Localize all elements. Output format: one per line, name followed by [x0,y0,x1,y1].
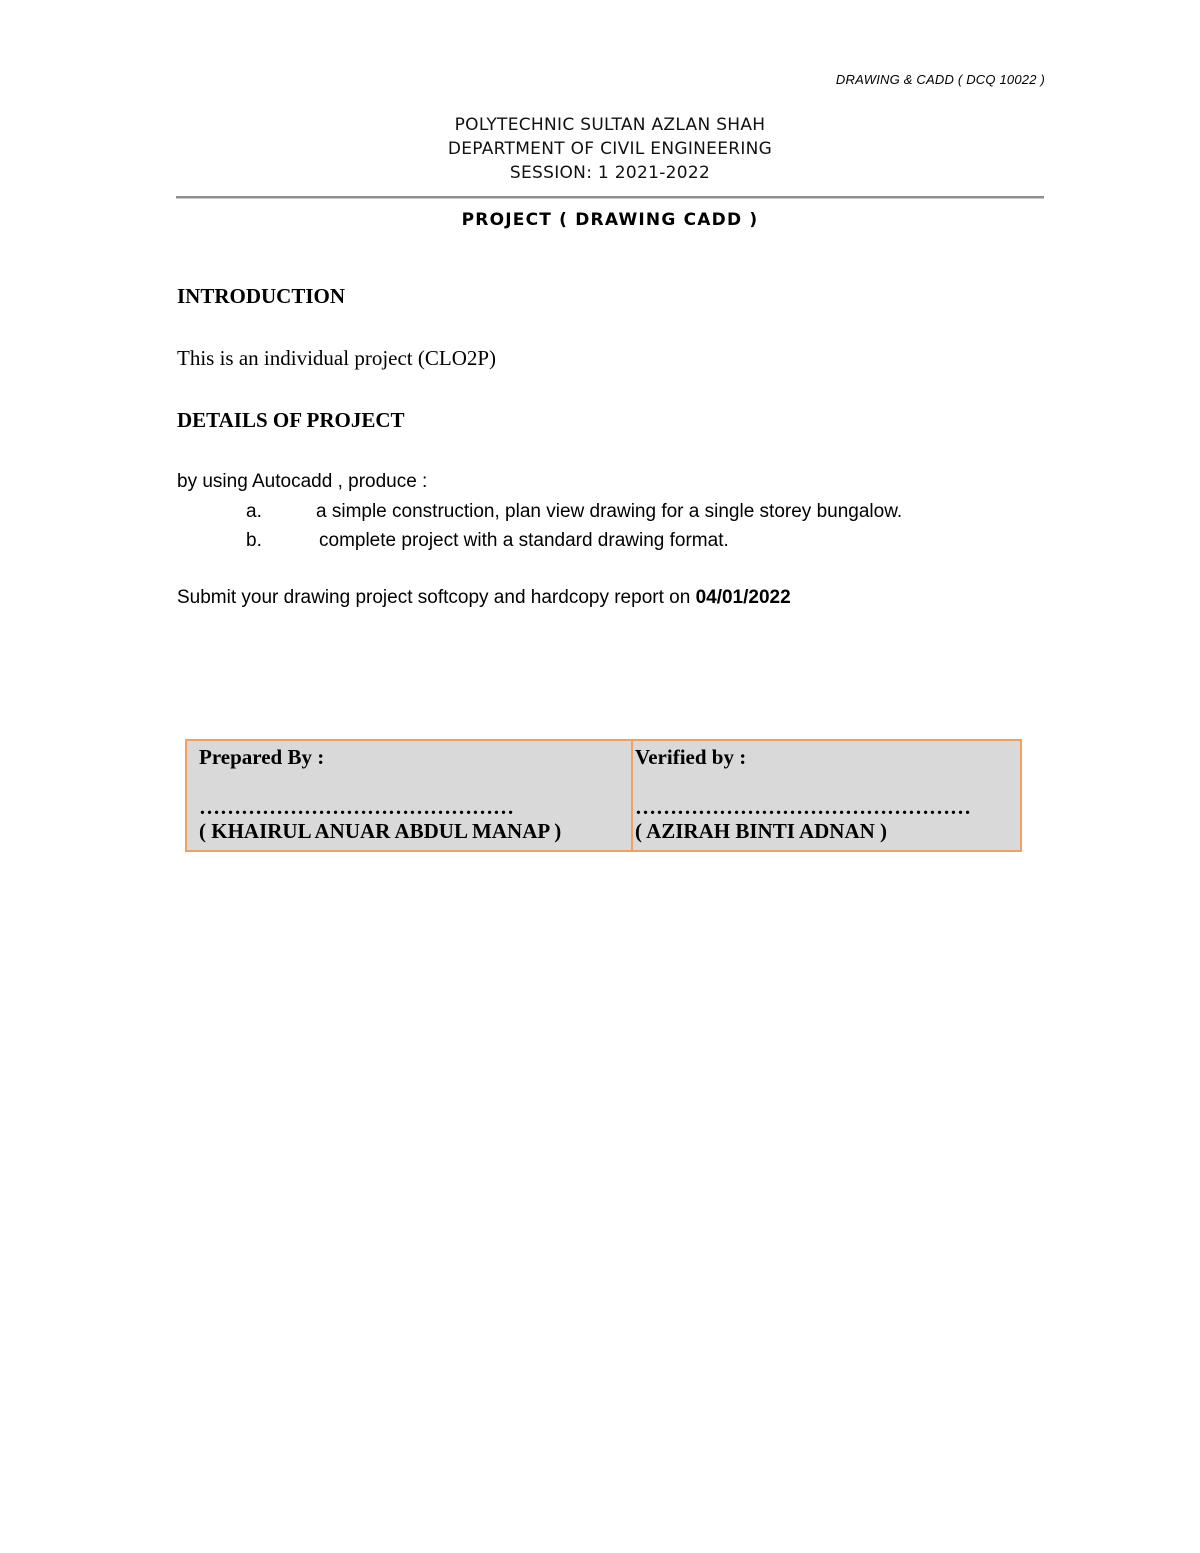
verified-by-label: Verified by : [635,745,747,769]
project-title: PROJECT ( DRAWING CADD ) [461,210,759,230]
list-marker: b. [246,530,262,551]
list-item [246,530,729,552]
list-marker: a. [246,501,262,522]
verified-by-cell [633,741,1020,850]
prepared-by-name: ( KHAIRUL ANUAR ABDUL MANAP ) [199,819,562,843]
introduction-heading: INTRODUCTION [177,284,346,308]
list-item-text: complete project with a standard drawing format. [319,530,729,551]
submission-note [177,587,791,609]
list-item [246,501,902,523]
submission-date: 04/01/2022 [695,587,791,608]
introduction-text: This is an individual project (CLO2P) [177,346,497,370]
prepared-by-label: Prepared By : [199,745,325,769]
signature-table [185,739,1022,852]
submission-text: Submit your drawing project softcopy and hardcopy report on [177,587,696,608]
details-heading: DETAILS OF PROJECT [177,408,405,432]
running-header: DRAWING & CADD ( DCQ 10022 ) [835,72,1045,87]
details-lead: by using Autocadd , produce : [177,471,428,492]
verified-by-name: ( AZIRAH BINTI ADNAN ) [635,819,888,843]
prepared-by-signature-line: ……………………………………… [199,795,514,819]
prepared-by-cell [187,741,633,850]
verified-by-signature-line: ………………………………………… [635,795,971,819]
session-text: SESSION: 1 2021-2022 [509,163,711,183]
department-name: DEPARTMENT OF CIVIL ENGINEERING [447,139,773,159]
list-item-text: a simple construction, plan view drawing for a single storey bungalow. [316,501,903,522]
institution-name: POLYTECHNIC SULTAN AZLAN SHAH [454,115,766,135]
institution-block [176,113,1044,185]
header-divider [176,196,1044,199]
